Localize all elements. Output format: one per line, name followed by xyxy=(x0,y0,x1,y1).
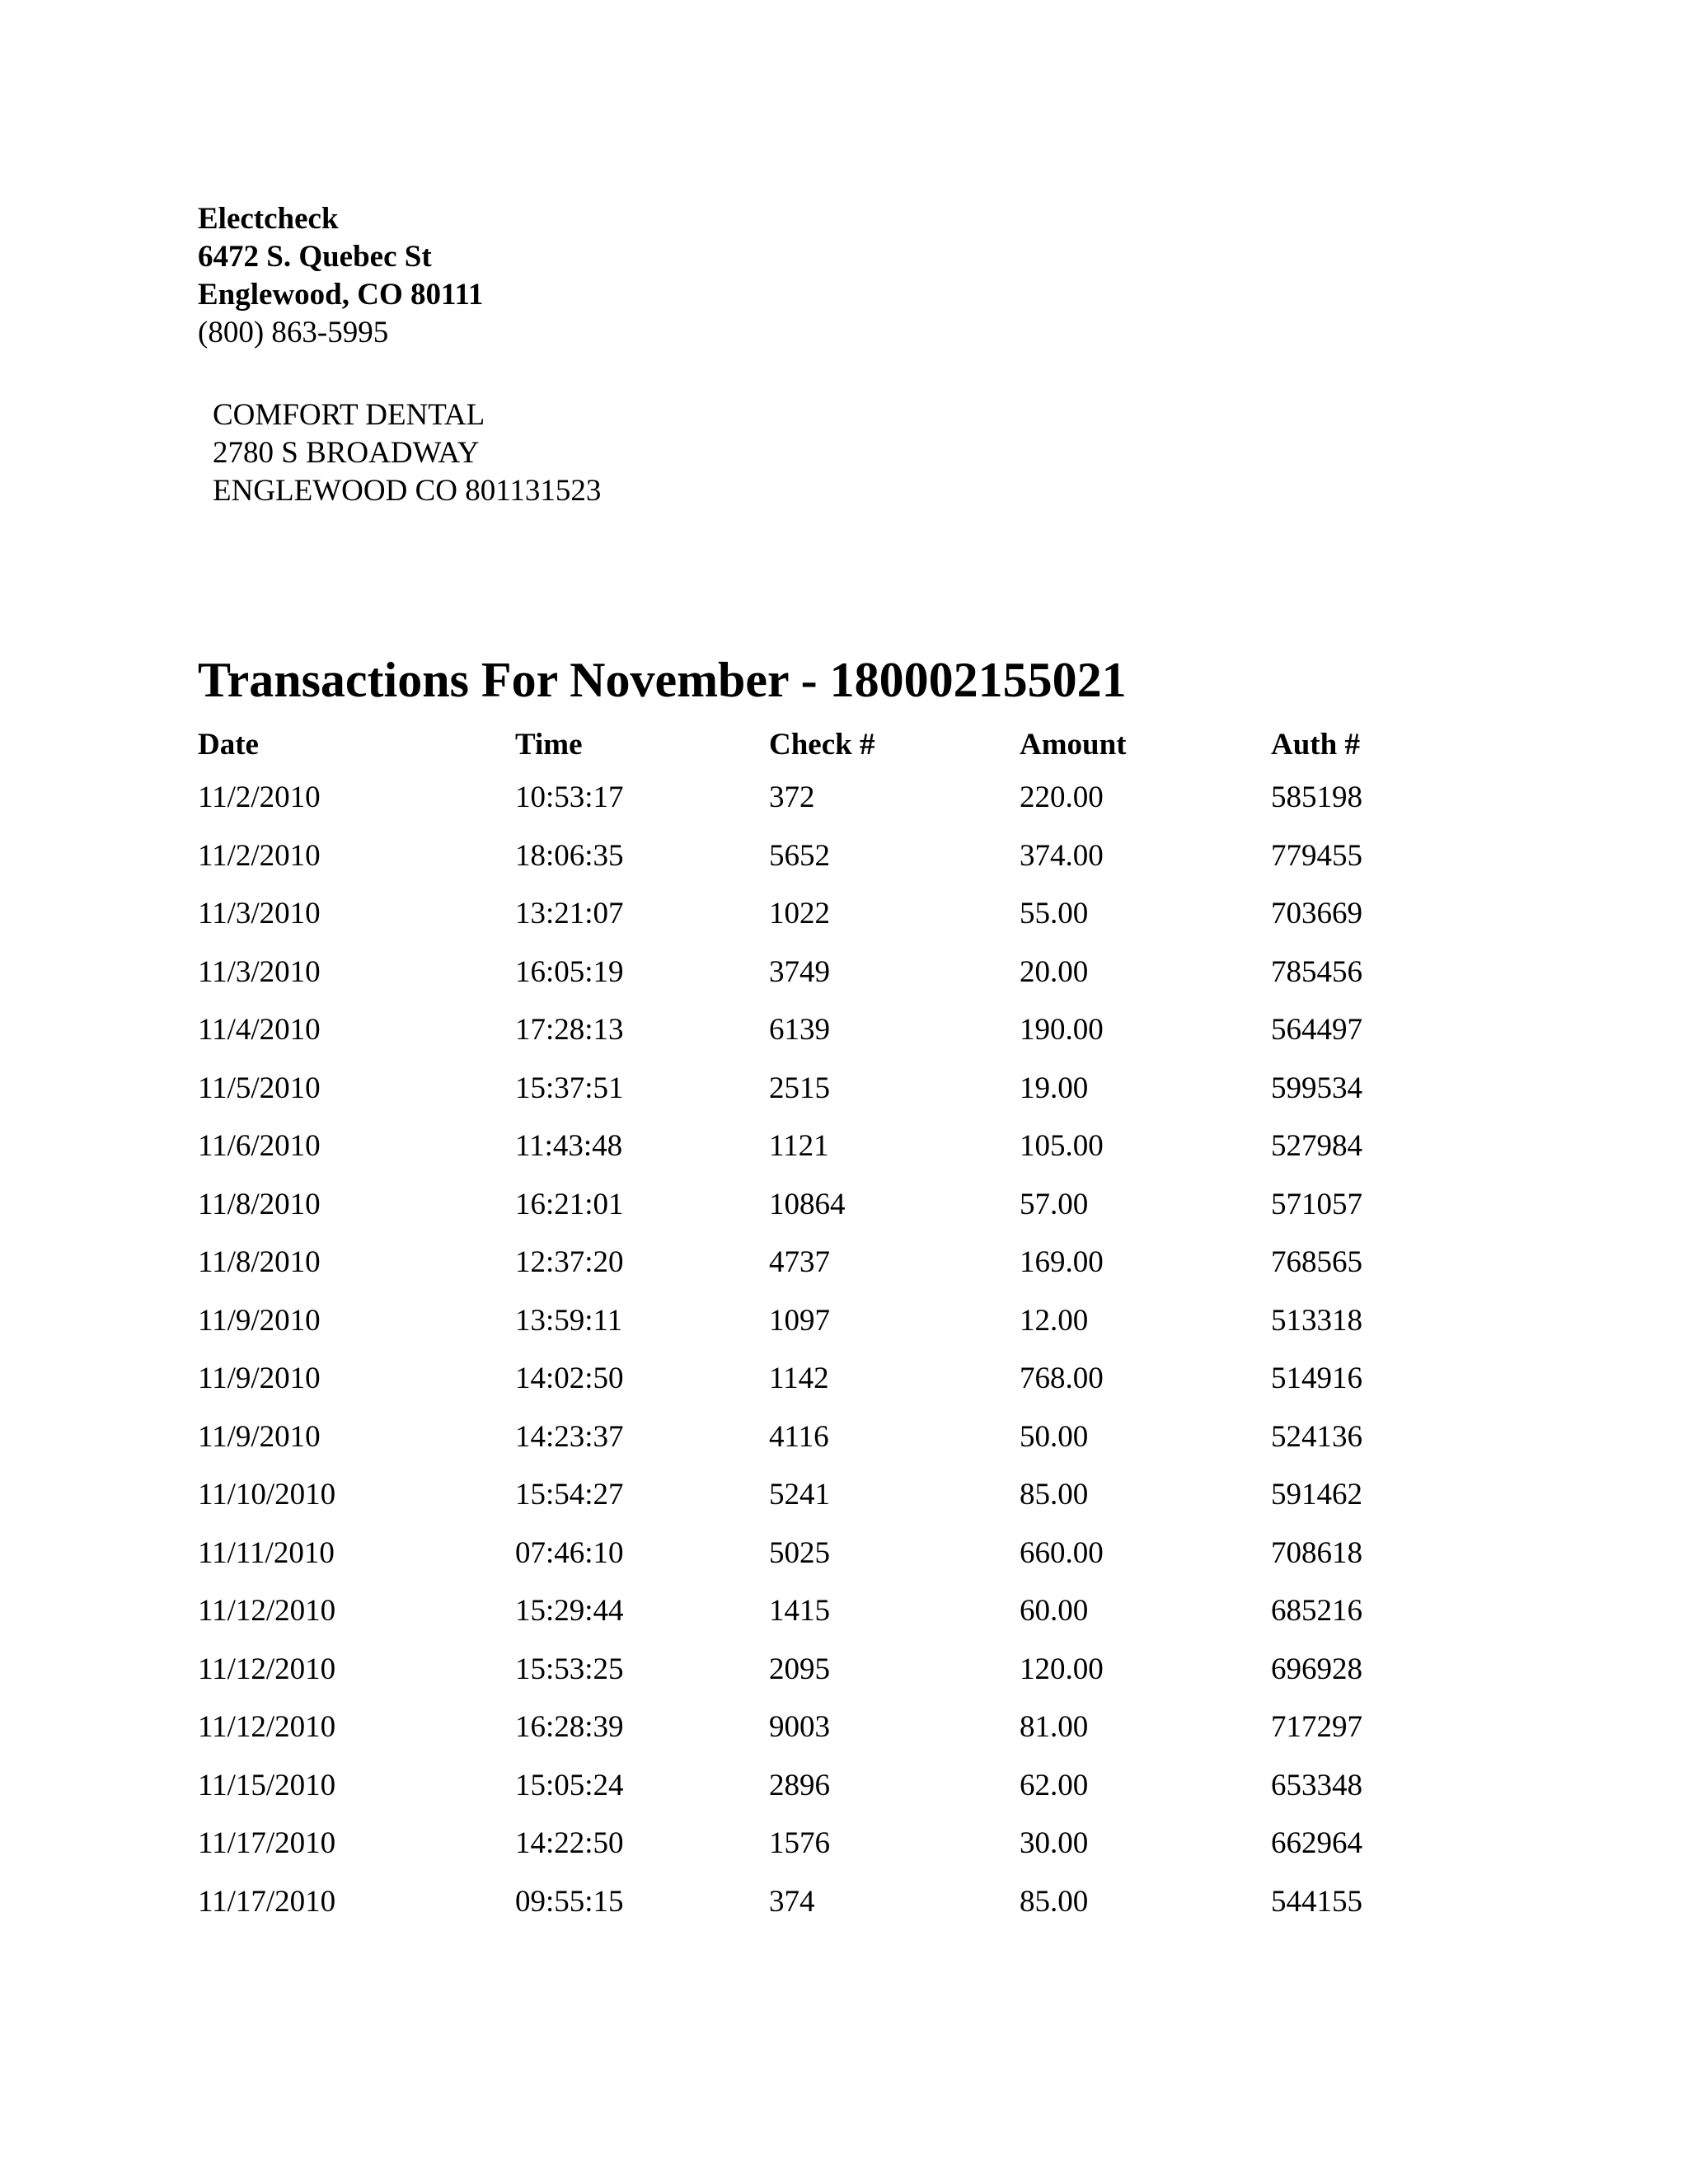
recipient-city: ENGLEWOOD CO 801131523 xyxy=(213,474,602,508)
cell-date: 11/17/2010 xyxy=(198,1826,336,1860)
table-row xyxy=(198,944,1484,1002)
cell-time: 15:37:51 xyxy=(515,1071,624,1105)
sender-city: Englewood, CO 80111 xyxy=(198,278,484,312)
cell-time: 14:22:50 xyxy=(515,1826,624,1860)
table-row xyxy=(198,1641,1484,1699)
cell-auth: 708618 xyxy=(1271,1535,1362,1570)
table-row xyxy=(198,1292,1484,1351)
cell-check: 2896 xyxy=(769,1768,830,1802)
table-header-row xyxy=(198,721,1484,769)
cell-auth: 527984 xyxy=(1271,1129,1362,1163)
cell-amount: 768.00 xyxy=(1020,1361,1104,1395)
sender-street: 6472 S. Quebec St xyxy=(198,240,432,274)
cell-check: 2515 xyxy=(769,1071,830,1105)
cell-date: 11/8/2010 xyxy=(198,1245,321,1279)
cell-amount: 62.00 xyxy=(1020,1768,1089,1802)
cell-check: 5241 xyxy=(769,1478,830,1511)
cell-amount: 55.00 xyxy=(1020,897,1089,930)
cell-check: 1415 xyxy=(769,1594,830,1628)
cell-date: 11/12/2010 xyxy=(198,1594,336,1628)
cell-date: 11/8/2010 xyxy=(198,1187,321,1221)
cell-auth: 524136 xyxy=(1271,1419,1362,1454)
table-row xyxy=(198,827,1484,886)
cell-auth: 662964 xyxy=(1271,1826,1362,1860)
cell-time: 17:28:13 xyxy=(515,1013,624,1047)
cell-date: 11/9/2010 xyxy=(198,1361,321,1395)
recipient-name: COMFORT DENTAL xyxy=(213,398,485,432)
cell-date: 11/15/2010 xyxy=(198,1768,336,1802)
cell-date: 11/10/2010 xyxy=(198,1478,336,1511)
cell-auth: 703669 xyxy=(1271,897,1362,930)
header-amount: Amount xyxy=(1020,728,1127,762)
cell-check: 1142 xyxy=(769,1361,829,1395)
cell-time: 16:05:19 xyxy=(515,954,624,989)
cell-time: 09:55:15 xyxy=(515,1884,624,1919)
cell-amount: 20.00 xyxy=(1020,954,1089,989)
cell-time: 10:53:17 xyxy=(515,780,624,814)
header-date: Date xyxy=(198,728,259,762)
cell-amount: 220.00 xyxy=(1020,780,1104,814)
cell-date: 11/4/2010 xyxy=(198,1013,321,1047)
cell-amount: 60.00 xyxy=(1020,1594,1089,1628)
table-row xyxy=(198,1873,1484,1932)
cell-time: 15:05:24 xyxy=(515,1768,624,1802)
table-row xyxy=(198,885,1484,944)
cell-amount: 660.00 xyxy=(1020,1535,1104,1570)
cell-auth: 696928 xyxy=(1271,1652,1362,1686)
cell-auth: 571057 xyxy=(1271,1187,1362,1221)
cell-time: 07:46:10 xyxy=(515,1535,624,1570)
page-title: Transactions For November - 180002155021 xyxy=(198,653,1127,707)
cell-check: 6139 xyxy=(769,1013,830,1047)
table-row xyxy=(198,1060,1484,1118)
cell-auth: 653348 xyxy=(1271,1768,1362,1802)
cell-check: 3749 xyxy=(769,954,830,989)
cell-date: 11/12/2010 xyxy=(198,1652,336,1686)
table-row xyxy=(198,1001,1484,1060)
cell-check: 4737 xyxy=(769,1245,830,1279)
cell-auth: 785456 xyxy=(1271,954,1362,989)
table-row xyxy=(198,1582,1484,1641)
cell-date: 11/9/2010 xyxy=(198,1303,321,1338)
cell-date: 11/3/2010 xyxy=(198,897,321,930)
cell-time: 15:29:44 xyxy=(515,1594,624,1628)
cell-check: 4116 xyxy=(769,1419,829,1454)
cell-check: 2095 xyxy=(769,1652,830,1686)
table-row xyxy=(198,1815,1484,1873)
cell-auth: 768565 xyxy=(1271,1245,1362,1279)
cell-check: 5652 xyxy=(769,838,830,873)
cell-auth: 685216 xyxy=(1271,1594,1362,1628)
cell-check: 374 xyxy=(769,1884,815,1919)
cell-check: 1576 xyxy=(769,1826,830,1860)
header-check: Check # xyxy=(769,728,875,762)
cell-auth: 717297 xyxy=(1271,1710,1362,1744)
table-row xyxy=(198,1176,1484,1235)
cell-time: 13:59:11 xyxy=(515,1303,623,1338)
header-auth: Auth # xyxy=(1271,728,1360,762)
cell-auth: 514916 xyxy=(1271,1361,1362,1395)
cell-amount: 105.00 xyxy=(1020,1129,1104,1163)
cell-check: 9003 xyxy=(769,1710,830,1744)
cell-time: 16:21:01 xyxy=(515,1187,624,1221)
sender-address-block xyxy=(198,200,483,352)
cell-amount: 85.00 xyxy=(1020,1478,1089,1511)
cell-time: 14:02:50 xyxy=(515,1361,624,1395)
cell-amount: 12.00 xyxy=(1020,1303,1089,1338)
cell-amount: 19.00 xyxy=(1020,1071,1089,1105)
cell-amount: 85.00 xyxy=(1020,1884,1089,1919)
cell-date: 11/11/2010 xyxy=(198,1535,335,1570)
table-row xyxy=(198,1350,1484,1408)
sender-name: Electcheck xyxy=(198,202,339,236)
table-body xyxy=(198,769,1484,1931)
cell-time: 13:21:07 xyxy=(515,897,624,930)
cell-auth: 513318 xyxy=(1271,1303,1362,1338)
cell-amount: 30.00 xyxy=(1020,1826,1089,1860)
cell-time: 12:37:20 xyxy=(515,1245,624,1279)
cell-date: 11/9/2010 xyxy=(198,1419,321,1454)
table-row xyxy=(198,769,1484,827)
cell-auth: 591462 xyxy=(1271,1478,1362,1511)
cell-date: 11/2/2010 xyxy=(198,780,321,814)
table-row xyxy=(198,1408,1484,1467)
cell-auth: 599534 xyxy=(1271,1071,1362,1105)
cell-check: 1121 xyxy=(769,1129,829,1163)
header-time: Time xyxy=(515,728,583,762)
cell-check: 372 xyxy=(769,780,815,814)
cell-amount: 190.00 xyxy=(1020,1013,1104,1047)
cell-amount: 50.00 xyxy=(1020,1419,1089,1454)
recipient-street: 2780 S BROADWAY xyxy=(213,436,480,470)
cell-time: 15:53:25 xyxy=(515,1652,624,1686)
recipient-address-block xyxy=(213,396,601,510)
cell-time: 18:06:35 xyxy=(515,838,624,873)
cell-date: 11/3/2010 xyxy=(198,954,321,989)
cell-time: 14:23:37 xyxy=(515,1419,624,1454)
sender-phone: (800) 863-5995 xyxy=(198,316,389,349)
cell-time: 16:28:39 xyxy=(515,1710,624,1744)
cell-amount: 120.00 xyxy=(1020,1652,1104,1686)
cell-time: 11:43:48 xyxy=(515,1129,623,1163)
cell-auth: 564497 xyxy=(1271,1013,1362,1047)
cell-amount: 57.00 xyxy=(1020,1187,1089,1221)
table-row xyxy=(198,1699,1484,1757)
table-row xyxy=(198,1757,1484,1816)
cell-auth: 544155 xyxy=(1271,1884,1362,1919)
cell-date: 11/2/2010 xyxy=(198,838,321,873)
cell-check: 1097 xyxy=(769,1303,830,1338)
cell-time: 15:54:27 xyxy=(515,1478,624,1511)
cell-auth: 779455 xyxy=(1271,838,1362,873)
cell-date: 11/12/2010 xyxy=(198,1710,336,1744)
table-row xyxy=(198,1234,1484,1292)
cell-check: 1022 xyxy=(769,897,830,930)
table-row xyxy=(198,1525,1484,1583)
cell-date: 11/5/2010 xyxy=(198,1071,321,1105)
cell-amount: 81.00 xyxy=(1020,1710,1089,1744)
table-row xyxy=(198,1118,1484,1176)
cell-check: 5025 xyxy=(769,1535,830,1570)
cell-amount: 169.00 xyxy=(1020,1245,1104,1279)
cell-date: 11/17/2010 xyxy=(198,1884,336,1919)
transactions-table xyxy=(198,721,1484,1931)
table-row xyxy=(198,1466,1484,1525)
cell-check: 10864 xyxy=(769,1187,846,1221)
cell-date: 11/6/2010 xyxy=(198,1129,321,1163)
cell-auth: 585198 xyxy=(1271,780,1362,814)
cell-amount: 374.00 xyxy=(1020,838,1104,873)
